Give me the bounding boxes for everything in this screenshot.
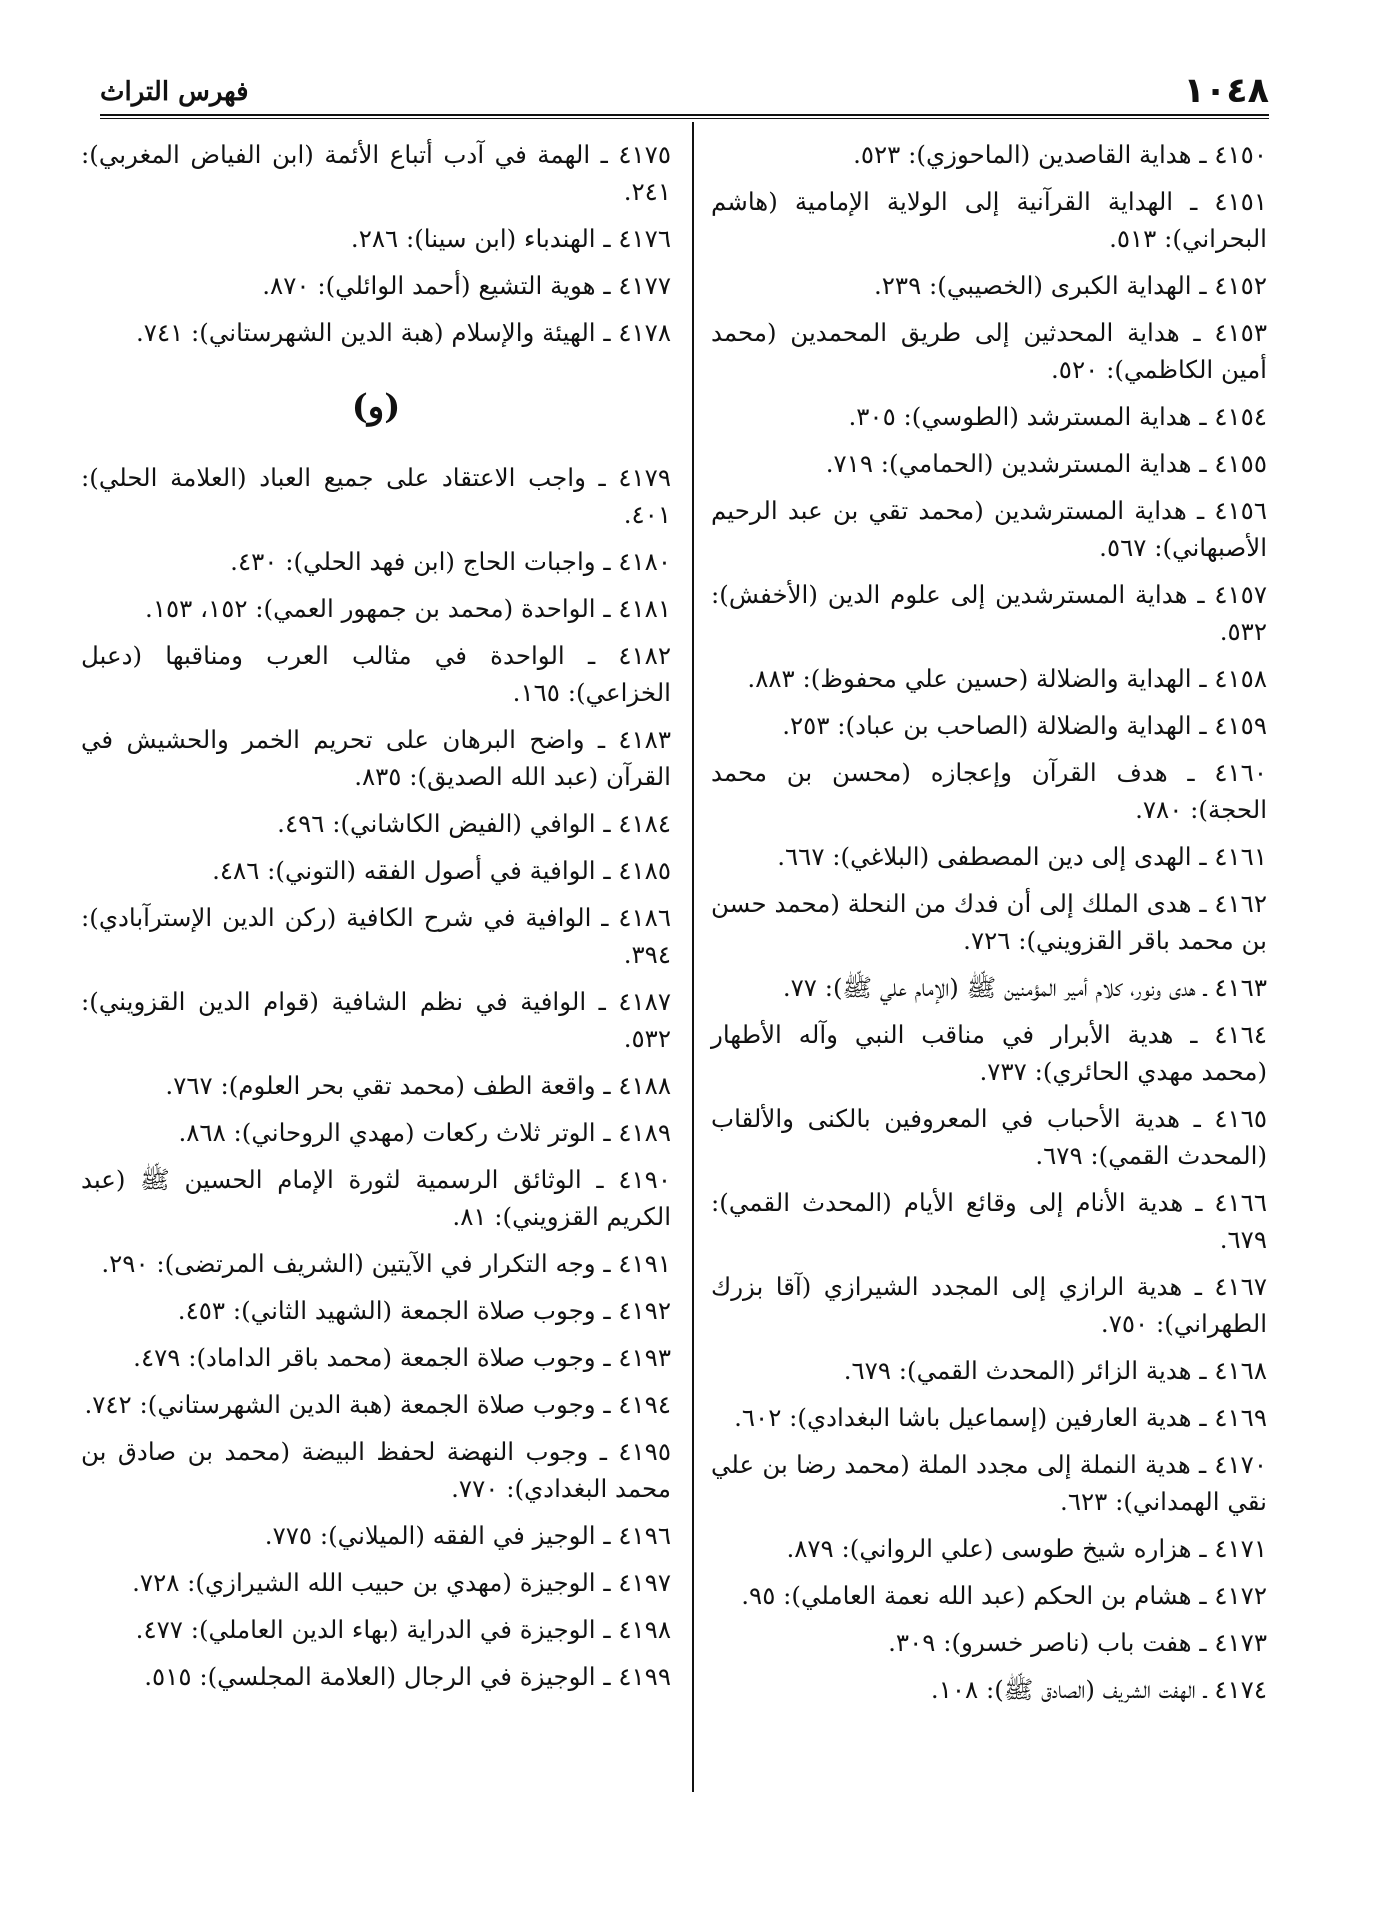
index-entry: ٤١٥٦ ـ هداية المسترشدين (محمد تقي بن عبد الرحيم الأصبهاني): ٥٦٧. bbox=[711, 496, 1267, 562]
section-heading-waw: (و) bbox=[351, 387, 401, 427]
index-entry: ٤١٥٥ ـ هداية المسترشدين (الحمامي): ٧١٩. bbox=[825, 449, 1267, 478]
index-entry: ٤١٧٣ ـ هفت باب (ناصر خسرو): ٣٠٩. bbox=[888, 1628, 1267, 1657]
index-entry: ٤١٧١ ـ هزاره شيخ طوسى (علي الرواني): ٨٧٩. bbox=[786, 1534, 1267, 1563]
column-divider bbox=[692, 122, 694, 1792]
index-entry: ٤١٥٢ ـ الهداية الكبرى (الخصيبي): ٢٣٩. bbox=[873, 271, 1267, 300]
index-entry: ٤١٥١ ـ الهداية القرآنية إلى الولاية الإمامية (هاشم البحراني): ٥١٣. bbox=[711, 187, 1267, 253]
index-entry: ٤١٧٠ ـ هدية النملة إلى مجدد الملة (محمد رضا بن علي نقي الهمداني): ٦٢٣. bbox=[711, 1450, 1267, 1516]
index-entry: ٤١٦٢ ـ هدى الملك إلى أن فدك من النحلة (محمد حسن بن محمد باقر القزويني): ٧٢٦. bbox=[711, 889, 1267, 955]
index-entry: ٤١٧٨ ـ الهيئة والإسلام (هبة الدين الشهرستاني): ٧٤١. bbox=[135, 318, 671, 347]
index-entry: ٤١٦٩ ـ هدية العارفين (إسماعيل باشا البغدادي): ٦٠٢. bbox=[734, 1403, 1267, 1432]
index-entry: ٤١٦٣ ـ هدى ونور، كلام أمير المؤمنين ﷺ (الإمام علي ﷺ): ٧٧. bbox=[782, 973, 1267, 1002]
left-column-bottom-entries bbox=[81, 459, 671, 1695]
index-entry: ٤١٨٧ ـ الوافية في نظم الشافية (قوام الدين القزويني): ٥٣٢. bbox=[81, 987, 671, 1053]
index-entry: ٤١٥٩ ـ الهداية والضلالة (الصاحب بن عباد): ٢٥٣. bbox=[782, 711, 1267, 740]
index-entry: ٤١٩٢ ـ وجوب صلاة الجمعة (الشهيد الثاني): ٤٥٣. bbox=[177, 1296, 671, 1325]
index-entry: ٤١٦٤ ـ هدية الأبرار في مناقب النبي وآله الأطهار (محمد مهدي الحائري): ٧٣٧. bbox=[711, 1020, 1267, 1086]
index-entry: ٤١٥٧ ـ هداية المسترشدين إلى علوم الدين (الأخفش): ٥٣٢. bbox=[711, 580, 1267, 646]
index-entry: ٤١٩٤ ـ وجوب صلاة الجمعة (هبة الدين الشهرستاني): ٧٤٢. bbox=[84, 1390, 671, 1419]
index-entry: ٤١٨٩ ـ الوتر ثلاث ركعات (مهدي الروحاني): ٨٦٨. bbox=[178, 1118, 671, 1147]
page-header bbox=[100, 68, 1269, 114]
index-entry: ٤١٧٤ ـ الهفت الشريف (الصادق ﷺ): ١٠٨. bbox=[930, 1675, 1267, 1704]
index-entry: ٤١٩٨ ـ الوجيزة في الدراية (بهاء الدين العاملي): ٤٧٧. bbox=[135, 1615, 671, 1644]
index-entry: ٤١٩٧ ـ الوجيزة (مهدي بن حبيب الله الشيرازي): ٧٢٨. bbox=[132, 1568, 671, 1597]
index-entry: ٤١٦٥ ـ هدية الأحباب في المعروفين بالكنى والألقاب (المحدث القمي): ٦٧٩. bbox=[711, 1104, 1267, 1170]
index-entry: ٤١٨٦ ـ الوافية في شرح الكافية (ركن الدين الإسترآبادي): ٣٩٤. bbox=[81, 903, 671, 969]
left-column-top-entries bbox=[81, 136, 671, 351]
index-entry: ٤١٦٧ ـ هدية الرازي إلى المجدد الشيرازي (آقا بزرك الطهراني): ٧٥٠. bbox=[711, 1272, 1267, 1338]
index-entry: ٤١٨١ ـ الواحدة (محمد بن جمهور العمي): ١٥٢، ١٥٣. bbox=[145, 594, 671, 623]
index-entry: ٤١٩١ ـ وجه التكرار في الآيتين (الشريف المرتضى): ٢٩٠. bbox=[101, 1249, 671, 1278]
index-entry: ٤١٧٢ ـ هشام بن الحكم (عبد الله نعمة العاملي): ٩٥. bbox=[741, 1581, 1267, 1610]
index-entry: ٤١٨٨ ـ واقعة الطف (محمد تقي بحر العلوم): ٧٦٧. bbox=[165, 1071, 671, 1100]
index-entry: ٤١٨٤ ـ الوافي (الفيض الكاشاني): ٤٩٦. bbox=[277, 809, 671, 838]
index-entry: ٤١٨٢ ـ الواحدة في مثالب العرب ومناقبها (دعبل الخزاعي): ١٦٥. bbox=[81, 641, 671, 707]
index-entry: ٤١٧٧ ـ هوية التشيع (أحمد الوائلي): ٨٧٠. bbox=[262, 271, 671, 300]
header-rule-thin bbox=[100, 118, 1269, 119]
index-entry: ٤١٦٠ ـ هدف القرآن وإعجازه (محسن بن محمد الحجة): ٧٨٠. bbox=[711, 758, 1267, 824]
index-entry: ٤١٦٨ ـ هدية الزائر (المحدث القمي): ٦٧٩. bbox=[843, 1356, 1267, 1385]
index-entry: ٤١٨٣ ـ واضح البرهان على تحريم الخمر والحشيش في القرآن (عبد الله الصديق): ٨٣٥. bbox=[81, 725, 671, 791]
index-entry: ٤١٩٣ ـ وجوب صلاة الجمعة (محمد باقر الداماد): ٤٧٩. bbox=[133, 1343, 671, 1372]
index-entry: ٤١٨٠ ـ واجبات الحاج (ابن فهد الحلي): ٤٣٠. bbox=[230, 547, 671, 576]
index-entry: ٤١٩٦ ـ الوجيز في الفقه (الميلاني): ٧٧٥. bbox=[264, 1521, 671, 1550]
index-entry: ٤١٩٥ ـ وجوب النهضة لحفظ البيضة (محمد بن صادق بن محمد البغدادي): ٧٧٠. bbox=[81, 1437, 671, 1503]
index-entry: ٤١٦٦ ـ هدية الأنام إلى وقائع الأيام (المحدث القمي): ٦٧٩. bbox=[711, 1188, 1267, 1254]
index-entry: ٤١٧٦ ـ الهندباء (ابن سينا): ٢٨٦. bbox=[350, 224, 671, 253]
index-entry: ٤١٥٣ ـ هداية المحدثين إلى طريق المحمدين (محمد أمين الكاظمي): ٥٢٠. bbox=[711, 318, 1267, 384]
index-entry: ٤١٥٤ ـ هداية المسترشد (الطوسي): ٣٠٥. bbox=[848, 402, 1267, 431]
index-entry: ٤١٥٨ ـ الهداية والضلالة (حسين علي محفوظ): ٨٨٣. bbox=[747, 664, 1267, 693]
index-entry: ٤١٥٠ ـ هداية القاصدين (الماحوزي): ٥٢٣. bbox=[853, 140, 1267, 169]
right-column bbox=[711, 136, 1267, 1718]
header-rule bbox=[100, 114, 1269, 116]
index-entry: ٤١٩٩ ـ الوجيزة في الرجال (العلامة المجلسي): ٥١٥. bbox=[144, 1662, 671, 1691]
page-number: ١٠٤٨ bbox=[1183, 71, 1269, 111]
index-entry: ٤١٧٥ ـ الهمة في آدب أتباع الأئمة (ابن الفياض المغربي): ٢٤١. bbox=[81, 140, 671, 206]
index-entry: ٤١٧٩ ـ واجب الاعتقاد على جميع العباد (العلامة الحلي): ٤٠١. bbox=[81, 463, 671, 529]
index-entry: ٤١٦١ ـ الهدى إلى دين المصطفى (البلاغي): ٦٦٧. bbox=[777, 842, 1267, 871]
left-column bbox=[81, 136, 671, 1705]
running-title: فهرس التراث bbox=[100, 77, 249, 107]
index-entry: ٤١٨٥ ـ الوافية في أصول الفقه (التوني): ٤٨٦. bbox=[212, 856, 671, 885]
index-entry: ٤١٩٠ ـ الوثائق الرسمية لثورة الإمام الحسين ﷺ (عبد الكريم القزويني): ٨١. bbox=[81, 1165, 671, 1231]
